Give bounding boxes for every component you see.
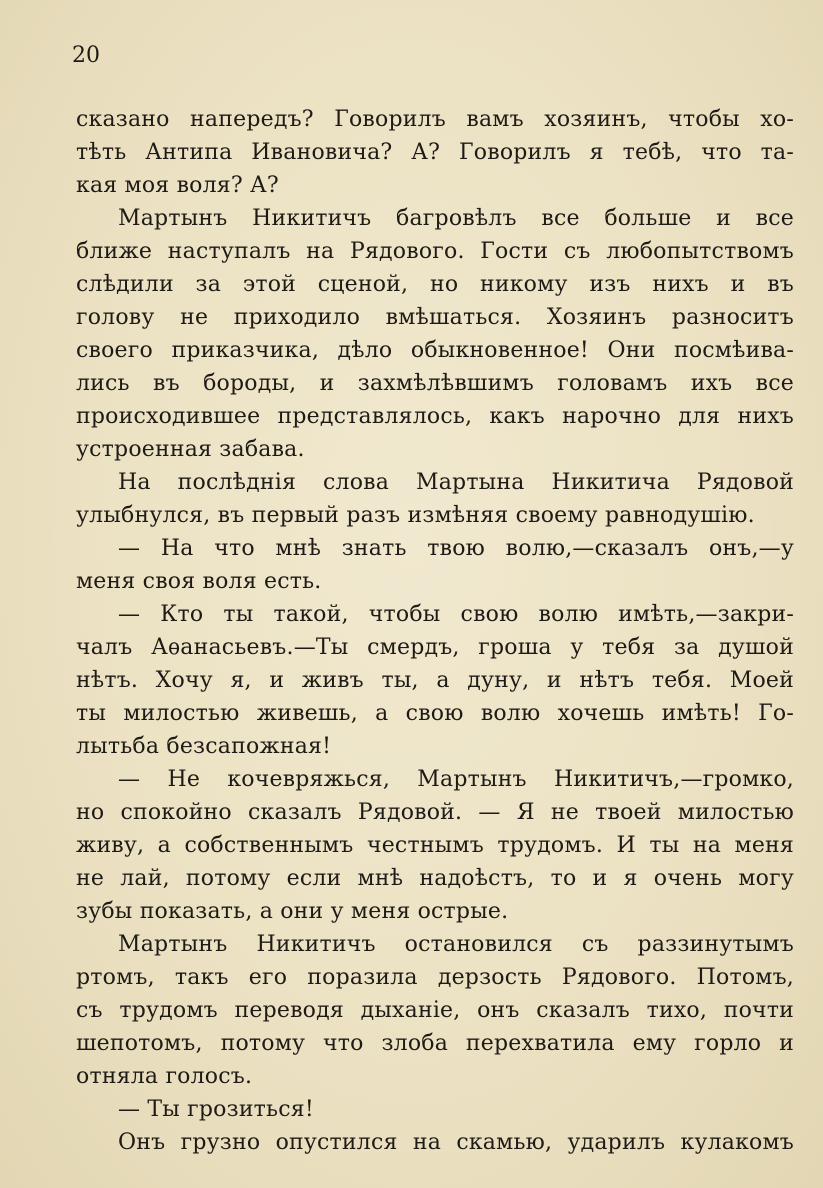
paragraph-start-line: Мартынъ Никитичъ багровѣлъ все больше и все	[118, 206, 794, 231]
text-line: слѣдили за этой сценой, но никому изъ нихъ и въ	[76, 272, 794, 297]
paragraph-start-line: — Ты грозиться!	[118, 1097, 314, 1122]
paragraph-start-line: — Кто ты такой, чтобы свою волю имѣть,—закри-	[118, 602, 794, 627]
text-line: нѣтъ. Хочу я, и живъ ты, а дуну, и нѣтъ тебя. Моей	[76, 668, 794, 693]
text-line: отняла голосъ.	[76, 1064, 253, 1089]
paragraph-start-line: Онъ грузно опустился на скамью, ударилъ кулакомъ	[118, 1130, 794, 1155]
text-line: ближе наступалъ на Рядового. Гости съ любопытствомъ	[76, 239, 794, 264]
text-line: улыбнулся, въ первый разъ измѣняя своему равнодушію.	[76, 503, 755, 528]
text-line: меня своя воля есть.	[76, 569, 322, 594]
text-line: голову не приходило вмѣшаться. Хозяинъ разноситъ	[76, 305, 794, 330]
paragraph-start-line: На послѣднія слова Мартына Никитича Рядовой	[118, 470, 794, 495]
text-line: живу, а собственнымъ честнымъ трудомъ. И ты на меня	[76, 833, 794, 858]
text-line: зубы показать, а они у меня острые.	[76, 899, 509, 924]
text-line: съ трудомъ переводя дыханіе, онъ сказалъ тихо, почти	[76, 998, 794, 1023]
text-line: своего приказчика, дѣло обыкновенное! Они посмѣива-	[76, 338, 794, 363]
text-line: происходившее представлялось, какъ нарочно для нихъ	[76, 404, 794, 429]
text-line: шепотомъ, потому что злоба перехватила ему горло и	[76, 1031, 794, 1056]
text-line: но спокойно сказалъ Рядовой. — Я не твоей милостью	[76, 800, 794, 825]
text-line: кая моя воля? А?	[76, 173, 279, 198]
text-line: сказано напередъ? Говорилъ вамъ хозяинъ, чтобы хо-	[76, 107, 794, 132]
paragraph-start-line: — На что мнѣ знать твою волю,—сказалъ онъ,—у	[118, 536, 794, 561]
text-line: лытьба безсапожная!	[76, 734, 332, 759]
paragraph-start-line: Мартынъ Никитичъ остановился съ раззинутымъ	[118, 932, 794, 957]
text-line: ты милостью живешь, а свою волю хочешь имѣть! Го-	[76, 701, 794, 726]
text-line: чалъ Аѳанасьевъ.—Ты смердъ, гроша у тебя за душой	[76, 635, 794, 660]
page-number: 20	[72, 43, 100, 68]
text-line: устроенная забава.	[76, 437, 305, 462]
paragraph-start-line: — Не кочевряжься, Мартынъ Никитичъ,—громко,	[118, 767, 794, 792]
text-line: не лай, потому если мнѣ надоѣстъ, то и я очень могу	[76, 866, 794, 891]
text-line: тѣть Антипа Ивановича? А? Говорилъ я тебѣ, что та-	[76, 140, 794, 165]
text-line: ртомъ, такъ его поразила дерзость Рядового. Потомъ,	[76, 965, 794, 990]
text-line: лись въ бороды, и захмѣлѣвшимъ головамъ ихъ все	[76, 371, 794, 396]
